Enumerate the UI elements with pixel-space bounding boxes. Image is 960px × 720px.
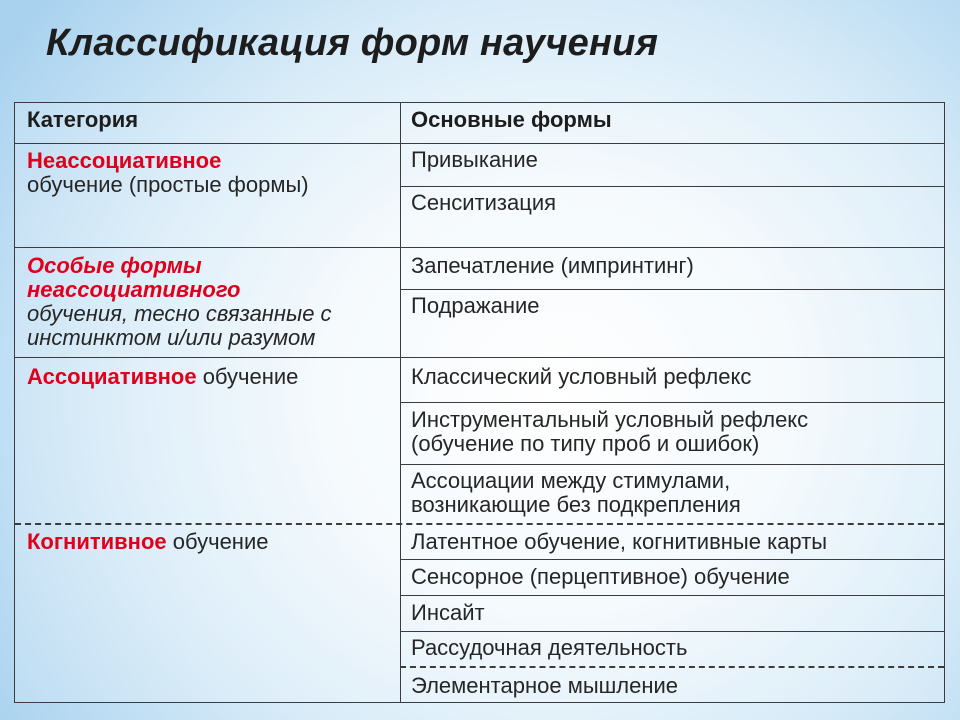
row-divider xyxy=(15,357,944,358)
category-nonassociative xyxy=(27,149,309,197)
category-rest: инстинктом и/или разумом xyxy=(27,325,316,350)
form-cell: Сенситизация xyxy=(411,190,557,215)
form-divider xyxy=(400,595,944,596)
form-cell: Латентное обучение, когнитивные карты xyxy=(411,529,828,554)
form-cell: Ассоциации между стимулами, возникающие без подкрепления xyxy=(411,468,741,517)
form-divider xyxy=(400,559,944,560)
form-cell: Запечатление (импринтинг) xyxy=(411,253,694,278)
form-cell: Элементарное мышление xyxy=(411,673,679,698)
form-divider-dashed xyxy=(400,666,944,668)
form-cell: Подражание xyxy=(411,293,540,318)
category-highlight: Когнитивное xyxy=(27,529,167,554)
category-highlight: неассоциативного xyxy=(27,277,241,302)
category-rest: обучение xyxy=(166,529,269,554)
category-highlight: Ассоциативное xyxy=(27,364,197,389)
category-highlight: Неассоциативное xyxy=(27,148,222,173)
row-divider xyxy=(15,247,944,248)
category-special-nonassociative xyxy=(27,254,332,350)
form-divider xyxy=(400,464,944,465)
form-cell: Инструментальный условный рефлекс (обучение по типу проб и ошибок) xyxy=(411,407,809,456)
form-cell: Привыкание xyxy=(411,147,538,172)
form-divider xyxy=(400,402,944,403)
category-rest: обучение xyxy=(196,364,299,389)
form-divider xyxy=(400,186,944,187)
form-cell: Сенсорное (перцептивное) обучение xyxy=(411,564,790,589)
form-divider xyxy=(400,631,944,632)
category-highlight: Особые формы xyxy=(27,253,202,278)
category-cognitive xyxy=(27,530,268,554)
form-cell: Классический условный рефлекс xyxy=(411,364,752,389)
row-divider-dashed xyxy=(15,523,944,525)
form-cell: Инсайт xyxy=(411,600,485,625)
header-forms: Основные формы xyxy=(411,107,612,132)
category-associative xyxy=(27,365,298,389)
page-title: Классификация форм научения xyxy=(46,22,659,64)
form-divider xyxy=(400,289,944,290)
header-category: Категория xyxy=(27,107,139,132)
row-divider xyxy=(15,143,944,144)
form-cell: Рассудочная деятельность xyxy=(411,635,688,660)
classification-table xyxy=(14,102,945,703)
category-rest: обучения, тесно связанные с xyxy=(27,301,332,326)
category-rest: обучение (простые формы) xyxy=(27,172,309,197)
